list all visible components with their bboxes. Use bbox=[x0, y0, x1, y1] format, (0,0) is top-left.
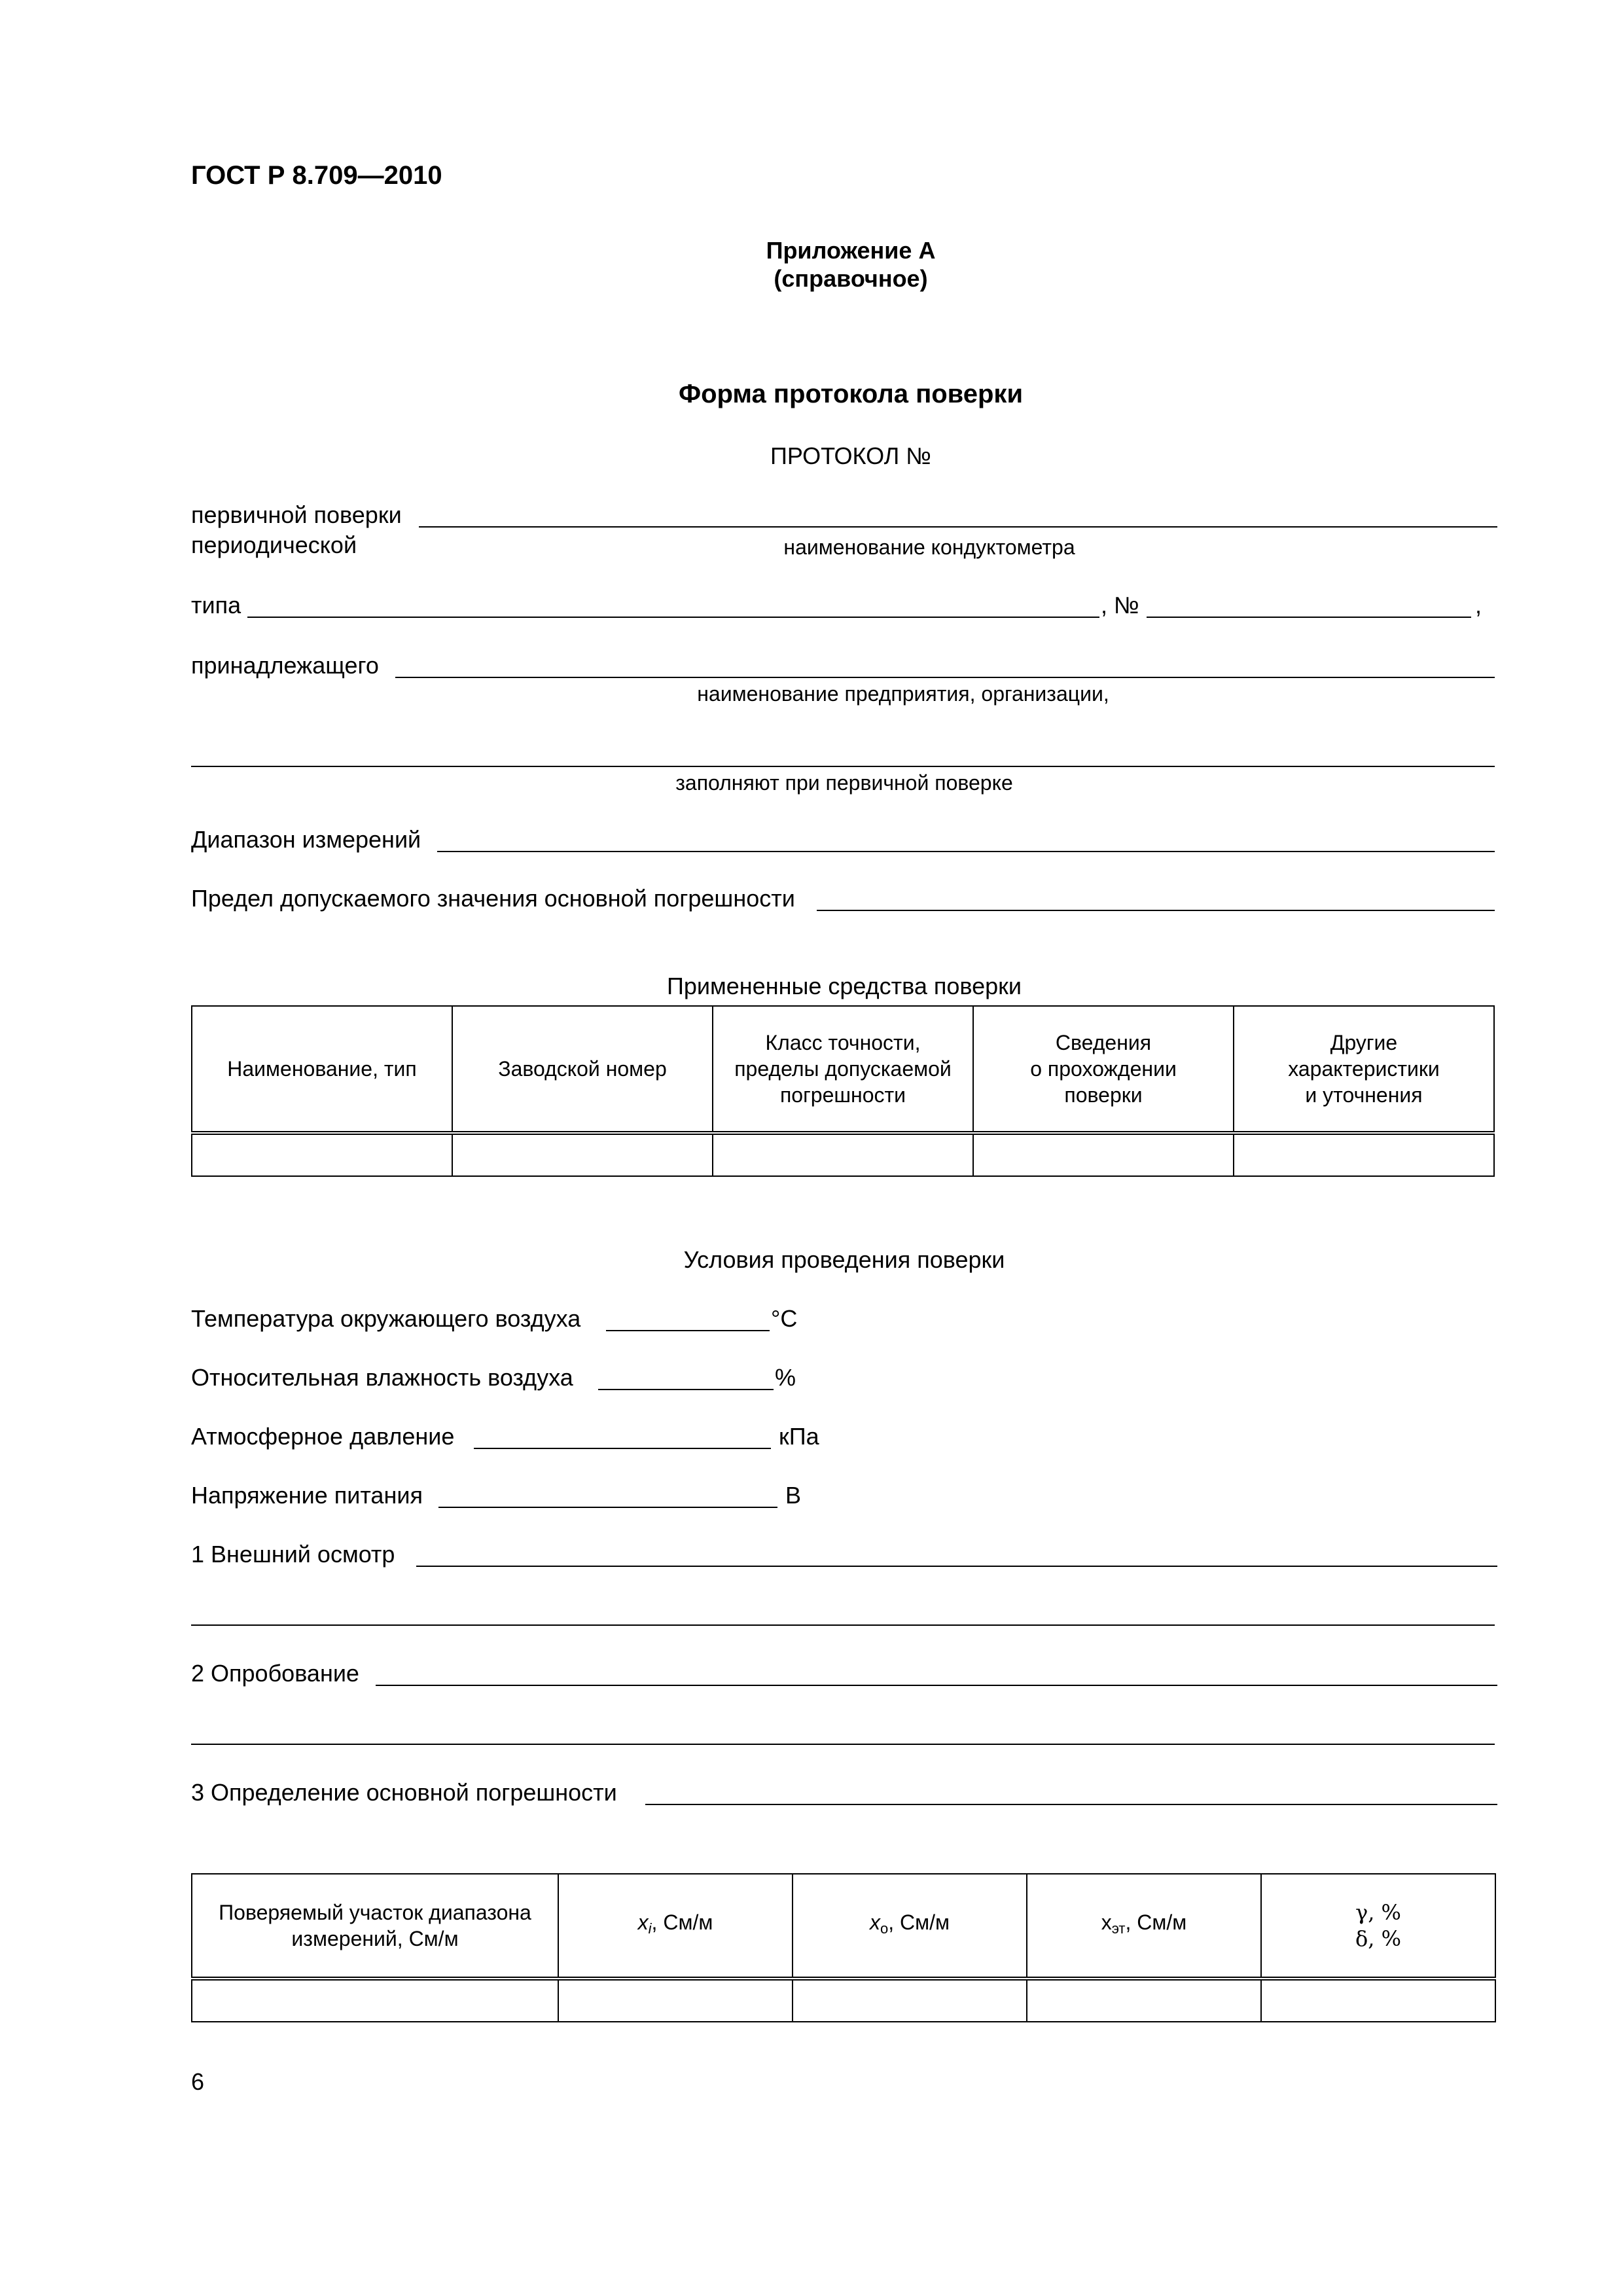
conditions-title: Условия проведения поверки bbox=[683, 1246, 1005, 1273]
primary-fill-hint: заполняют при первичной поверке bbox=[675, 771, 1013, 795]
tools-table-header-row bbox=[192, 1006, 1494, 1133]
tools-header-other-characteristics: Другие характеристики и уточнения bbox=[1234, 1006, 1494, 1133]
step-external-inspection: 1 Внешний осмотр bbox=[191, 1541, 395, 1568]
serial-number-line[interactable] bbox=[1147, 617, 1471, 618]
number-separator: , № bbox=[1101, 592, 1139, 619]
error-header-xo: $x_o$, См/м bbox=[793, 1874, 1027, 1979]
appendix-kind: (справочное) bbox=[774, 265, 928, 292]
temperature-line[interactable] bbox=[606, 1330, 770, 1331]
conductometer-name-line[interactable] bbox=[419, 526, 1497, 528]
tools-cell[interactable] bbox=[192, 1133, 452, 1176]
humidity-line[interactable] bbox=[598, 1389, 774, 1390]
type-label: типа bbox=[191, 592, 241, 619]
error-cell[interactable] bbox=[1261, 1979, 1495, 2022]
error-cell[interactable] bbox=[192, 1979, 558, 2022]
error-limit-label: Предел допускаемого значения основной погрешности bbox=[191, 885, 795, 912]
error-table-header-row bbox=[192, 1874, 1495, 1979]
tools-cell[interactable] bbox=[713, 1133, 973, 1176]
step-testing: 2 Опробование bbox=[191, 1660, 359, 1687]
external-inspection-line-2[interactable] bbox=[191, 1624, 1495, 1626]
pressure-line[interactable] bbox=[474, 1448, 771, 1449]
error-header-xi: $x_i$, См/м bbox=[558, 1874, 793, 1979]
tools-table bbox=[191, 1005, 1495, 1177]
measurement-range-label: Диапазон измерений bbox=[191, 826, 421, 853]
protocol-heading: ПРОТОКОЛ № bbox=[770, 442, 931, 469]
appendix-title: Приложение А bbox=[766, 237, 936, 264]
page-number: 6 bbox=[191, 2068, 205, 2095]
pressure-unit: кПа bbox=[779, 1423, 819, 1450]
voltage-unit: В bbox=[785, 1482, 802, 1509]
error-table bbox=[191, 1873, 1496, 2022]
periodic-verification-label: периодической bbox=[191, 531, 357, 558]
error-cell[interactable] bbox=[1027, 1979, 1261, 2022]
measurement-range-line[interactable] bbox=[437, 851, 1495, 852]
tools-header-accuracy-class: Класс точности, пределы допускаемой погрешности bbox=[713, 1006, 973, 1133]
type-line[interactable] bbox=[247, 617, 1099, 618]
tools-header-serial-number: Заводской номер bbox=[452, 1006, 713, 1133]
owner-line[interactable] bbox=[395, 677, 1495, 678]
tools-cell[interactable] bbox=[452, 1133, 713, 1176]
error-header-xet: $x_{эт}$, См/м bbox=[1027, 1874, 1261, 1979]
owner-label: принадлежащего bbox=[191, 652, 379, 679]
error-cell[interactable] bbox=[558, 1979, 793, 2022]
humidity-unit: % bbox=[775, 1364, 796, 1391]
conductometer-name-hint: наименование кондуктометра bbox=[783, 535, 1075, 559]
owner-hint: наименование предприятия, организации, bbox=[697, 682, 1109, 706]
tools-cell[interactable] bbox=[1234, 1133, 1494, 1176]
temperature-unit: °С bbox=[771, 1305, 798, 1332]
voltage-line[interactable] bbox=[438, 1507, 777, 1508]
tools-cell[interactable] bbox=[973, 1133, 1234, 1176]
tools-table-title: Примененные средства поверки bbox=[667, 973, 1022, 999]
error-cell[interactable] bbox=[793, 1979, 1027, 2022]
tools-header-name-type: Наименование, тип bbox=[192, 1006, 452, 1133]
error-header-gamma-delta: γ, % δ, % bbox=[1261, 1874, 1495, 1979]
step-error-determination: 3 Определение основной погрешности bbox=[191, 1779, 617, 1806]
testing-line[interactable] bbox=[376, 1685, 1497, 1686]
primary-verification-label: первичной поверки bbox=[191, 501, 402, 528]
tools-table-row bbox=[192, 1133, 1494, 1176]
temperature-label: Температура окружающего воздуха bbox=[191, 1305, 581, 1332]
trailing-comma: , bbox=[1475, 592, 1482, 619]
humidity-label: Относительная влажность воздуха bbox=[191, 1364, 573, 1391]
testing-line-2[interactable] bbox=[191, 1744, 1495, 1745]
owner-continuation-line[interactable] bbox=[191, 766, 1495, 767]
pressure-label: Атмосферное давление bbox=[191, 1423, 455, 1450]
error-table-row bbox=[192, 1979, 1495, 2022]
error-header-range-section: Поверяемый участок диапазона измерений, См/м bbox=[192, 1874, 558, 1979]
document-code: ГОСТ Р 8.709—2010 bbox=[191, 161, 442, 190]
external-inspection-line[interactable] bbox=[416, 1566, 1497, 1567]
error-determination-line[interactable] bbox=[645, 1804, 1497, 1805]
voltage-label: Напряжение питания bbox=[191, 1482, 423, 1509]
tools-header-verification-info: Сведения о прохождении поверки bbox=[973, 1006, 1234, 1133]
form-title: Форма протокола поверки bbox=[678, 380, 1024, 408]
error-limit-line[interactable] bbox=[817, 910, 1495, 911]
